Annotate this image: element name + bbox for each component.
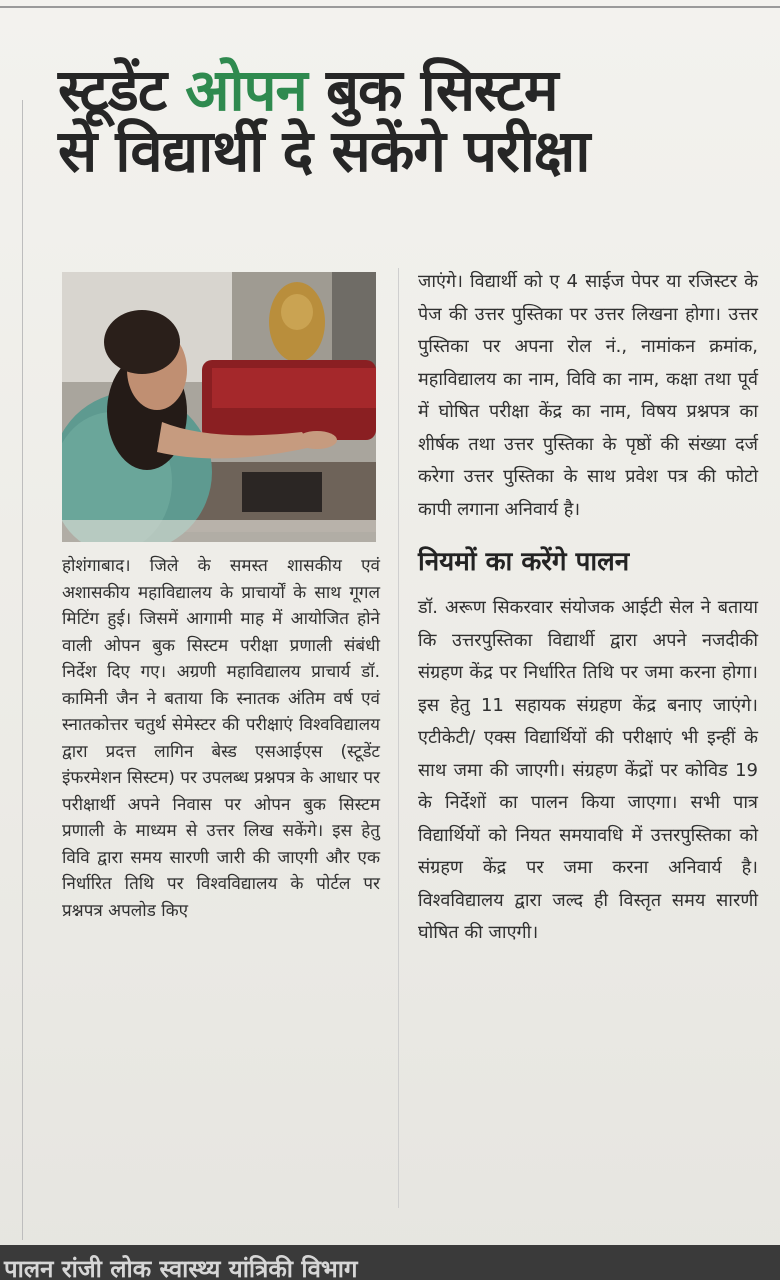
article-column-left: [62, 553, 380, 924]
column-divider: [398, 268, 399, 1208]
adjacent-column-edge: [0, 100, 23, 1240]
next-article-headline-strip: [0, 1245, 780, 1280]
headline-word-student: स्टूडेंट: [58, 56, 167, 124]
headline-highlight-open: ओपन: [185, 56, 307, 124]
headline-line-2: से विद्यार्थी दे सकेंगे परीक्षा: [58, 116, 590, 185]
photo-woman-at-desk: [62, 272, 376, 542]
article-photo: [62, 272, 376, 542]
top-rule: [0, 6, 780, 8]
headline-line-1: [58, 56, 758, 124]
article-paragraph-intro: होशंगाबाद। जिले के समस्त शासकीय एवं अशासकीय महाविद्यालय के प्राचार्यों के साथ गूगल मिटिंग हुई। जिसमें आगामी माह में आयोजित होने वाली ओपन बुक सिस्टम परीक्षा प्रणाली संबंधी निर्देश दिए गए। अग्रणी महाविद्यालय प्राचार्य डॉ. कामिनी जैन ने बताया कि स्नातक अंतिम वर्ष एवं स्नातकोत्तर चतुर्थ सेमेस्टर की परीक्षाएं विश्वविद्यालय द्वारा प्रदत्त लागिन बेस्ड एसआईएस (स्टूडेंट इंफरमेशन सिस्टम) पर उपलब्ध प्रश्नपत्र के आधार पर परीक्षार्थी अपने निवास पर ओपन बुक सिस्टम प्रणाली के माध्यम से उत्तर लिख सकेंगे। इस हेतु विवि द्वारा समय सारणी जारी की जाएगी और एक निर्धारित तिथि पर विश्वविद्यालय के पोर्टल पर प्रश्नपत्र अपलोड किए: [62, 556, 380, 921]
article-subheading: नियमों का करेंगे पालन: [418, 547, 630, 577]
next-article-headline-text: पालन रांजी लोक स्वास्थ्य यांत्रिकी विभाग: [4, 1255, 358, 1280]
article-paragraph-continued: जाएंगे। विद्यार्थी को ए 4 साईज पेपर या रजिस्टर के पेज की उत्तर पुस्तिका पर उत्तर लिखना होगा। उत्तर पुस्तिका पर अपना रोल नं., नामांकन क्रमांक, महाविद्यालय का नाम, विवि का नाम, कक्षा तथा पूर्व में घोषित परीक्षा केंद्र का नाम, विषय प्रश्नपत्र का शीर्षक तथा उत्तर पुस्तिका के पृष्ठों की संख्या दर्ज करेगा उत्तर पुस्तिका के साथ प्रवेश पत्र की फोटो कापी लगाना अनिवार्य है।: [418, 271, 758, 520]
article-column-right: [418, 266, 758, 950]
headline: [58, 56, 758, 185]
headline-word-book-system: बुक सिस्टम: [325, 56, 558, 124]
article-paragraph-rules: डॉ. अरूण सिकरवार संयोजक आईटी सेल ने बताया कि उत्तरपुस्तिका विद्यार्थी द्वारा अपने नजदीकी संग्रहण केंद्र पर निर्धारित तिथि पर जमा करना होगा। इस हेतु 11 सहायक संग्रहण केंद्र बनाए जाएंगे। एटीकेटी/ एक्स विद्यार्थियों की परीक्षाएं भी इन्हीं के साथ जमा की जाएगी। संग्रहण केंद्रों पर कोविड 19 के निर्देशों का पालन किया जाएगा। सभी पात्र विद्यार्थियों को नियत समयावधि में उत्तरपुस्तिका को संग्रहण केंद्र पर जमा करना अनिवार्य है। विश्वविद्यालय द्वारा जल्द ही विस्तृत समय सारणी घोषित की जाएगी।: [418, 597, 758, 943]
